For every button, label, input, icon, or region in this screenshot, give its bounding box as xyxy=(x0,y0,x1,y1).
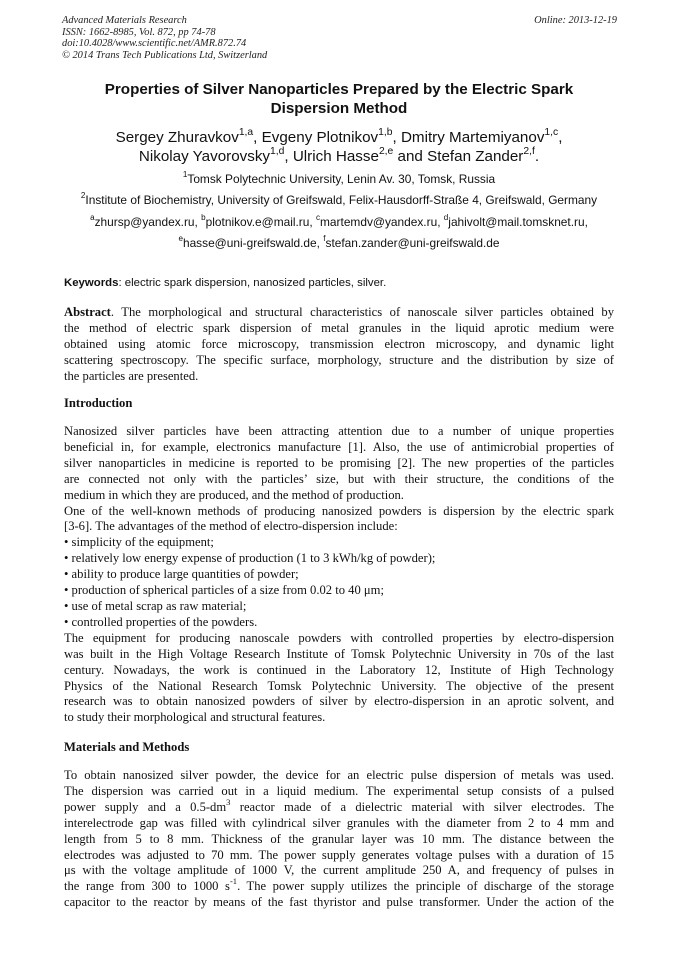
list-item: • use of metal scrap as raw material; xyxy=(64,598,247,613)
journal-name: Advanced Materials Research xyxy=(62,15,187,26)
email-link[interactable]: hasse@uni-greifswald.de xyxy=(182,236,317,250)
introduction-body: Nanosized silver particles have been attracting attention due to a number of unique properties beneficial in, for example, electronics manufacture [1]. Also, the use of antimicrobial properties of silver nanoparticles in medicine is reported to be promising [2]. The new properties of the particles are connected not only with the particles’ size, but with their structure, the conditions of the medium in which they are produced, and the method of production. One of the well-known methods of producing nanosized powders is dispersion by the electric spark [3-6]. The advantages of the method of electro-dispersion include: • simplicity of the equipment; • relatively low energy expense of production (1 to 3 kWh/kg of powder); • ability to produce large quantities of powder; • production of spherical particles of a size from 0.02 to 40 μm; • use of metal scrap as raw material; • controlled properties of the powders. The equipment for producing nanoscale powders with controlled properties by electro-dispersion was built in the High Voltage Research Institute of Tomsk Polytechnic University in 70s of the last century. Nowadays, the work is continued in the Laboratory 12, Institute of High Technology Physics of the National Research Tomsk Polytechnic University. The objective of the present research was to obtain nanosized powders of silver by electro-dispersion in an aprotic solvent, and to study their morphological and structural features. xyxy=(64,424,614,725)
list-item: • production of spherical particles of a size from 0.02 to 40 μm; xyxy=(64,583,384,598)
author-list xyxy=(64,128,614,166)
paper-title xyxy=(64,80,614,118)
journal-issn: ISSN: 1662-8985, Vol. 872, pp 74-78 xyxy=(62,26,216,38)
author-affiliation-mark: 1,a xyxy=(238,126,254,138)
keywords-label: Keywords xyxy=(64,277,119,289)
author-name: Sergey Zhuravkov xyxy=(115,129,239,146)
journal-doi: doi:10.4028/www.scientific.net/AMR.872.74 xyxy=(62,38,247,50)
list-item: • controlled properties of the powders. xyxy=(64,614,258,629)
abstract: Abstract. The morphological and structural characteristics of nanoscale silver particles obtained by the method of electric spark dispersion of metal granules in the liquid aprotic medium were obtained using atomic force microscopy, transmission electron microscopy, and dynamic light scattering spectroscopy. The specific surface, morphology, structure and the distribution by size of the particles are presented. xyxy=(64,305,614,383)
online-date: Online: 2013-12-19 xyxy=(534,15,617,26)
author-line-1: Sergey Zhuravkov$^{1,a}$, Evgeny Plotnikov$^{1,b}$, Dmitry Martemiyanov$^{1,c}$, xyxy=(115,126,563,146)
introduction-heading: Introduction xyxy=(64,396,133,410)
author-name: Stefan Zander xyxy=(427,148,524,165)
author-affiliation-mark: 1,d xyxy=(270,145,285,157)
email-link[interactable]: plotnikov.e@mail.ru xyxy=(205,215,310,229)
author-name: Evgeny Plotnikov xyxy=(261,129,379,146)
author-name: Ulrich Hasse xyxy=(292,148,379,165)
email-link[interactable]: stefan.zander@uni-greifswald.de xyxy=(325,236,500,250)
keywords-text: : electric spark dispersion, nanosized particles, silver. xyxy=(118,277,387,289)
title-line-1: Properties of Silver Nanoparticles Prepared by the Electric Spark xyxy=(104,81,574,98)
author-affiliation-mark: 2,e xyxy=(378,145,394,157)
email-link[interactable]: jahivolt@mail.tomsknet.ru xyxy=(448,215,585,229)
author-affiliation-mark: 1,b xyxy=(378,126,393,138)
affiliation-2: $^2$Institute of Biochemistry, University of Greifswald, Felix-Hausdorff-Straße 4, Greifswald, Germany xyxy=(80,191,598,207)
methods-body: To obtain nanosized silver powder, the device for an electric pulse dispersion of metals was used. The dispersion was carried out in a liquid medium. The experimental setup consists of a pulsed power supply and a $0.5-dm^3$ reactor made of a dielectric material with silver electrodes. The interelectrode gap was filled with cylindrical silver granules with the diameter from 2 to 4 mm and length from 5 to 8 mm. Thickness of the granular layer was 10 mm. The distance between the electrodes was adjusted to 70 mm. The power supply generates voltage pulses with a duration of 15 μs with the voltage amplitude of 1000 V, the current amplitude 250 A, and frequency of pulses in the range from 300 to 1000 $s^{-1}$. The power supply utilizes the principle of discharge of the storage capacitor to the reactor by means of the fast thyristor and pulse transformer. Under the action of the xyxy=(64,768,614,910)
journal-header xyxy=(62,15,267,62)
journal-copyright: © 2014 Trans Tech Publications Ltd, Switzerland xyxy=(62,50,268,62)
email-link[interactable]: martemdv@yandex.ru xyxy=(320,215,438,229)
list-item: • relatively low energy expense of production (1 to 3 kWh/kg of powder); xyxy=(64,551,436,566)
list-item: • simplicity of the equipment; xyxy=(64,535,214,550)
email-line-2: $^e$hasse@uni-greifswald.de, $^f$stefan.zander@uni-greifswald.de xyxy=(178,234,500,250)
author-name: Dmitry Martemiyanov xyxy=(400,129,545,146)
author-affiliation-mark: 1,c xyxy=(544,126,559,138)
email-link[interactable]: zhursp@yandex.ru xyxy=(94,215,195,229)
author-affiliation-mark: 2,f xyxy=(523,145,535,157)
affiliation-1: $^1$Tomsk Polytechnic University, Lenin Av. 30, Tomsk, Russia xyxy=(182,170,496,186)
keywords xyxy=(64,276,614,291)
list-item: • ability to produce large quantities of powder; xyxy=(64,567,299,582)
author-name: Nikolay Yavorovsky xyxy=(138,148,271,165)
author-conjunction: and xyxy=(397,148,423,165)
methods-heading: Materials and Methods xyxy=(64,740,190,754)
title-line-2: Dispersion Method xyxy=(270,100,408,117)
email-line-1: $^a$zhursp@yandex.ru, $^b$plotnikov.e@mail.ru, $^c$martemdv@yandex.ru, $^d$jahivolt@mail.tomsknet.ru, xyxy=(90,213,588,229)
abstract-label: Abstract xyxy=(64,305,111,319)
author-line-2: Nikolay Yavorovsky$^{1,d}$, Ulrich Hasse$^{2,e}$ and Stefan Zander$^{2,f}$. xyxy=(138,145,540,165)
